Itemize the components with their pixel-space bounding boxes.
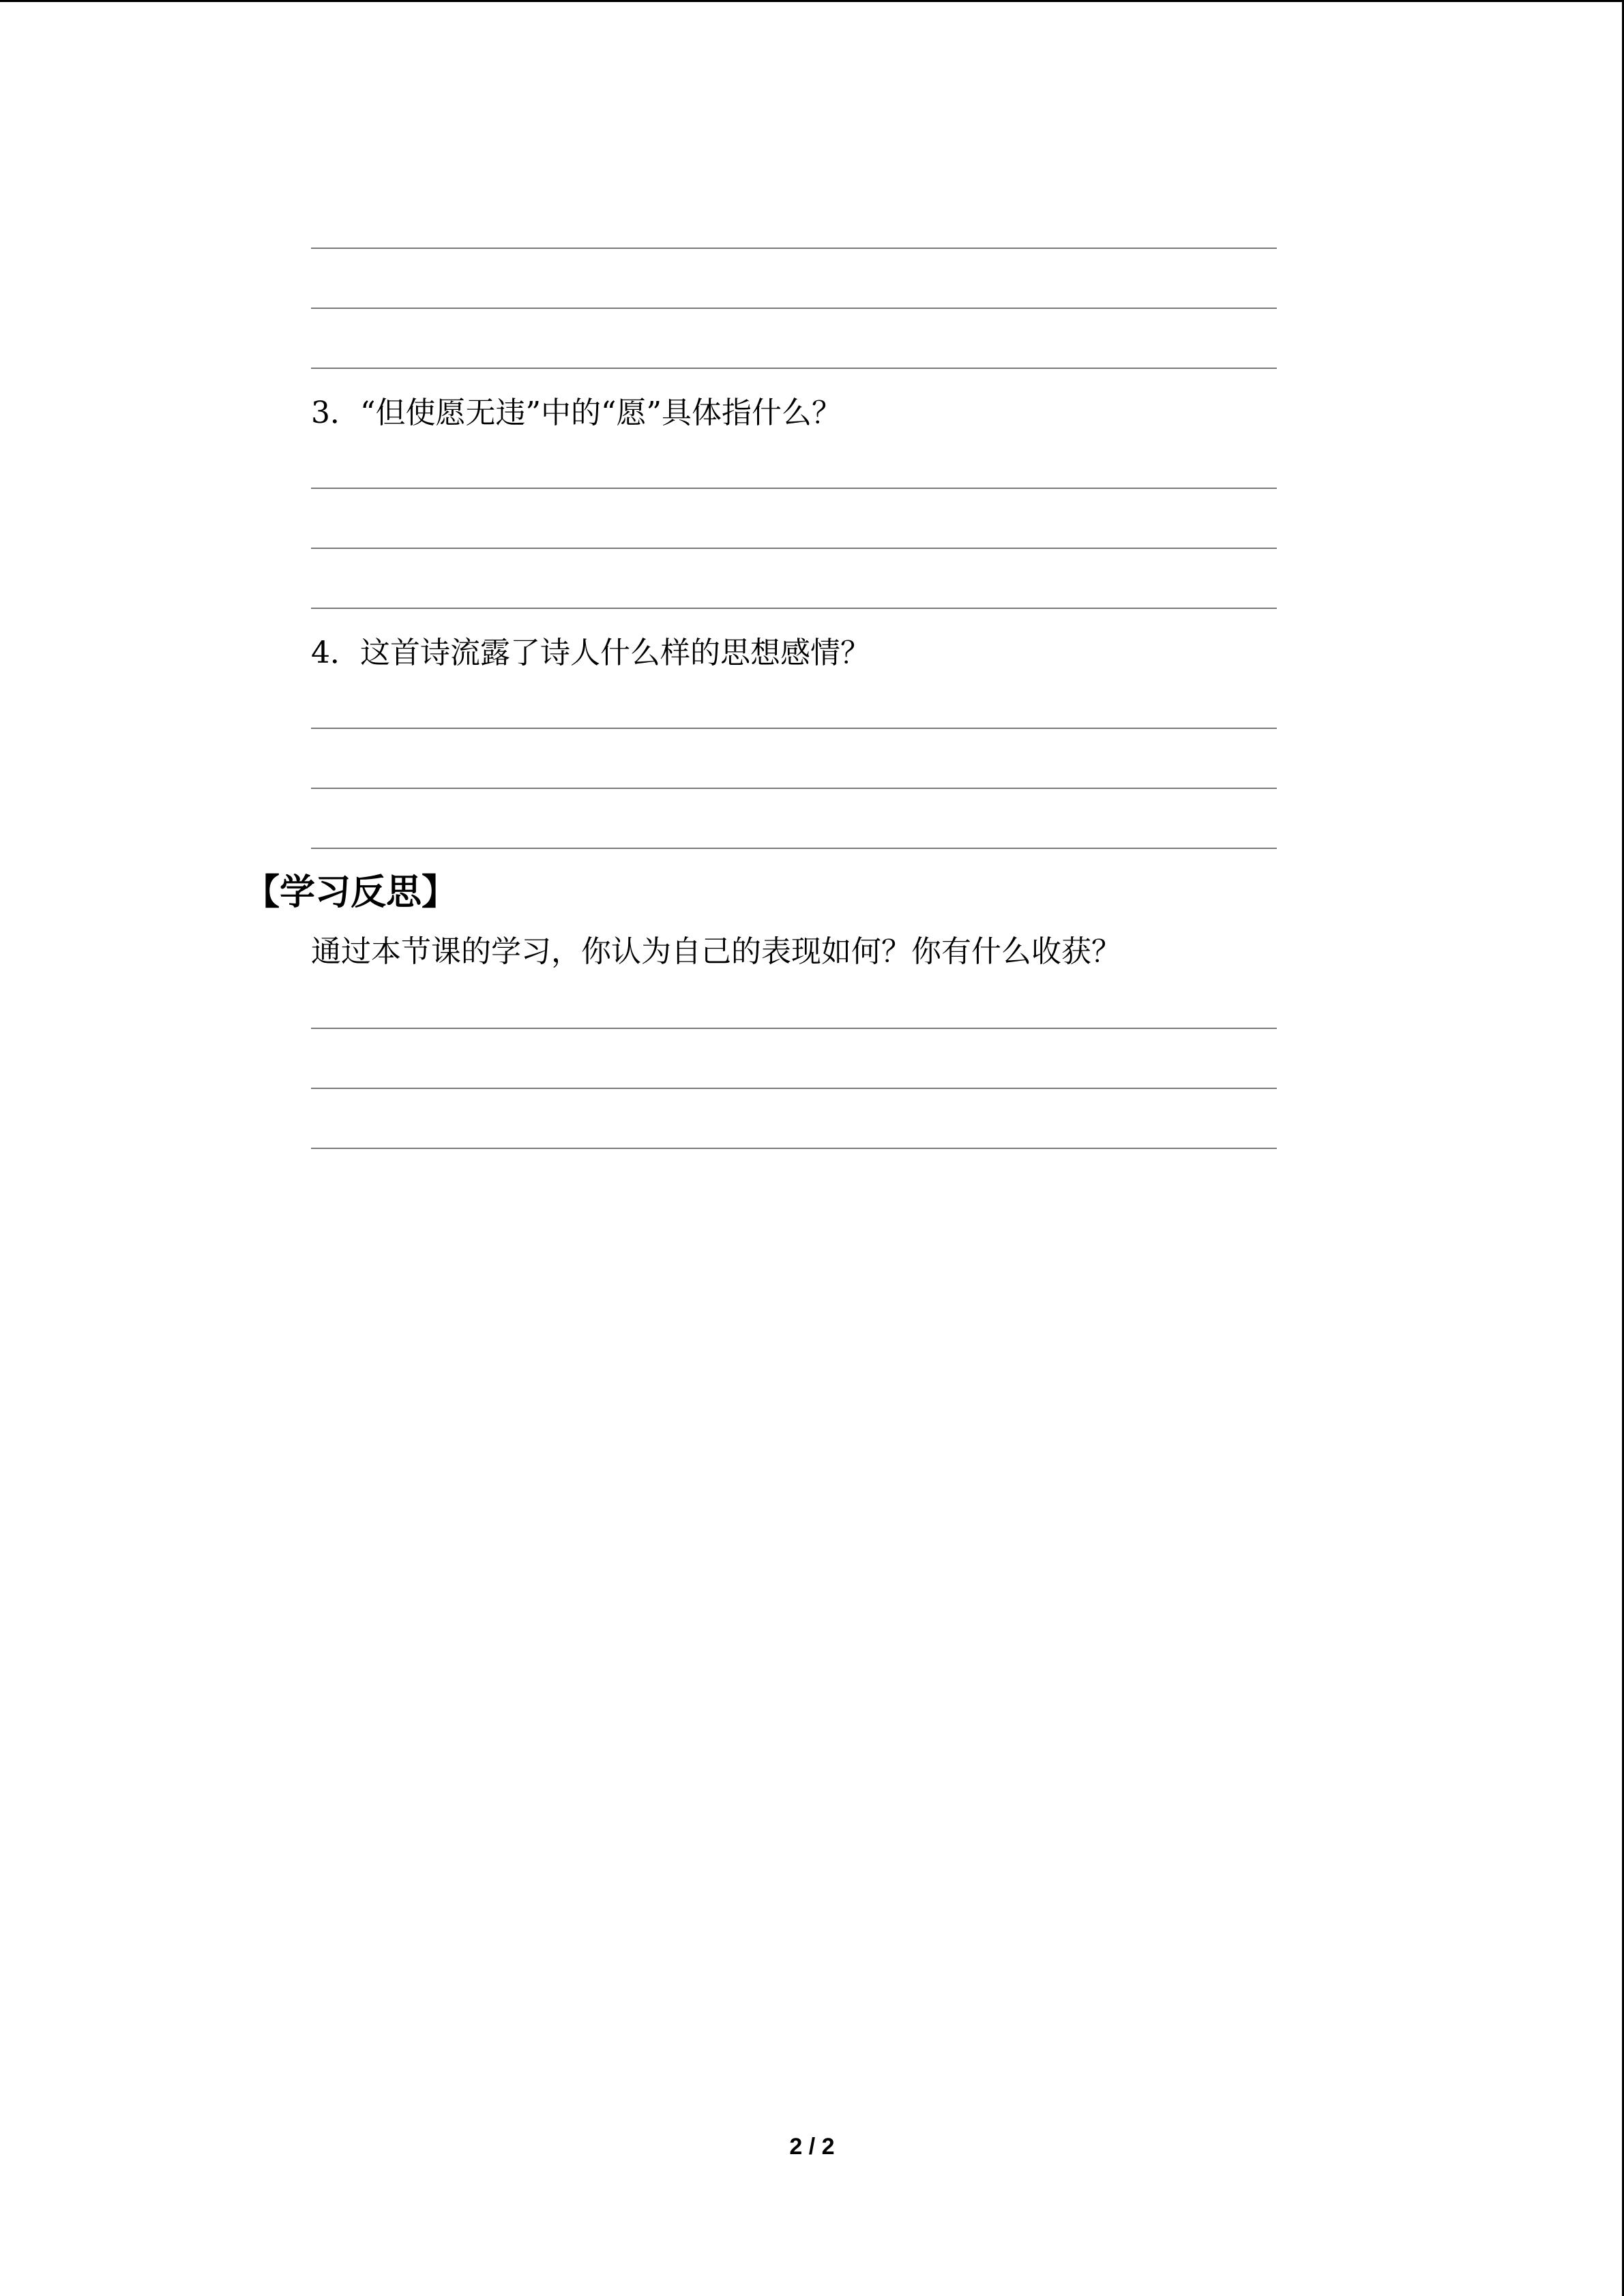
answer-line — [311, 608, 1277, 609]
page-number: 2 / 2 — [789, 2134, 835, 2160]
answer-line — [311, 488, 1277, 489]
page-border-top — [0, 0, 1624, 2]
answer-line — [311, 548, 1277, 549]
answer-line — [311, 308, 1277, 309]
answer-line — [311, 1148, 1277, 1149]
question-3: 3．“但使愿无违”中的“愿”具体指什么？ — [311, 396, 842, 430]
section-title-reflection: 【学习反思】 — [244, 872, 458, 913]
question-4: 4．这首诗流露了诗人什么样的思想感情？ — [311, 636, 870, 670]
answer-line — [311, 1088, 1277, 1089]
answer-line — [311, 248, 1277, 249]
answer-line — [311, 728, 1277, 729]
answer-line — [311, 1028, 1277, 1029]
answer-line — [311, 848, 1277, 849]
answer-line — [311, 368, 1277, 369]
answer-line — [311, 788, 1277, 789]
reflection-prompt: 通过本节课的学习，你认为自己的表现如何？你有什么收获？ — [311, 934, 1121, 969]
